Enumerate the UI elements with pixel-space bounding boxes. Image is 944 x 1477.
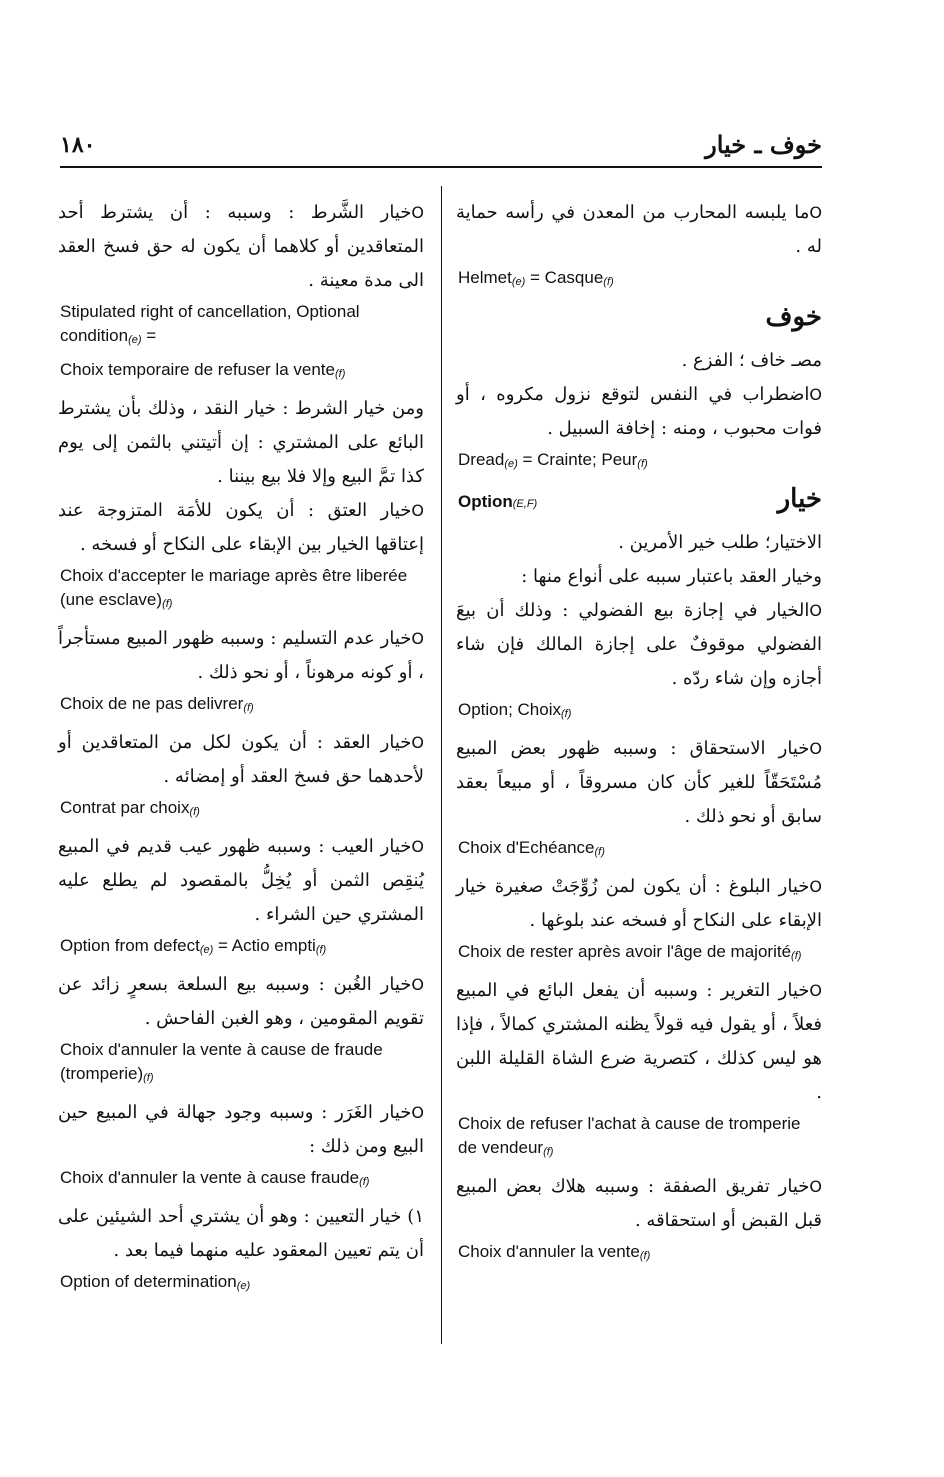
- entry-translation: Choix d'annuler la vente à cause fraude(f): [60, 1168, 370, 1188]
- entry-helmet: [456, 196, 822, 294]
- entry-ghubn: [58, 968, 424, 1090]
- entry-arabic-text: خيار التغرير : وسببه أن يفعل البائع في المبيع فعلاً ، أو يقول فيه قولاً يظنه المشتري كمالاً ، فإذا هو ليس كذلك ، كتصرية ضرع الشاة القليلة اللبن .: [456, 980, 822, 1103]
- entry-taghrir: [456, 974, 822, 1164]
- page-number: ١٨٠: [60, 132, 96, 158]
- bullet-circle-icon: O: [809, 601, 822, 620]
- entry-arabic-text: الخيار في إجازة بيع الفضولي : وذلك أن بيعَ الفضولي موقوفٌ على إجازة المالك فإن شاء أجازه وإن شاء ردّه .: [456, 600, 822, 689]
- entry-arabic-text: خيار الغُبن : وسببه بيع السلعة بسعرٍ زائد عن تقويم المقومين ، وهو الغبن الفاحش .: [58, 974, 424, 1029]
- entry-translation: Choix temporaire de refuser la vente(f): [60, 360, 346, 380]
- bullet-circle-icon: O: [809, 981, 822, 1000]
- entry-translation: Choix d'annuler la vente(f): [458, 1242, 651, 1262]
- bullet-circle-icon: O: [809, 739, 822, 758]
- entry-translation: Option; Choix(f): [458, 700, 572, 720]
- entry-tafriq: [456, 1170, 822, 1268]
- bullet-circle-icon: O: [809, 203, 822, 222]
- entry-shart: [58, 196, 424, 494]
- entry-translation: Choix d'annuler la vente à cause de fraude (tromperie)(f): [60, 1040, 383, 1084]
- right-column: [456, 196, 822, 1274]
- entry-ayb: [58, 830, 424, 962]
- entry-arabic-text: ومن خيار الشرط : خيار النقد ، وذلك بأن يشترط البائع على المشتري : إن أتيتني بالثمن إلى يوم كذا تمَّ البيع وإلا فلا بيع بيننا .: [58, 398, 424, 487]
- bullet-circle-icon: O: [411, 203, 424, 222]
- running-title: خوف ـ خيار: [705, 130, 822, 159]
- bullet-circle-icon: O: [411, 733, 424, 752]
- header-rule: [60, 166, 822, 168]
- entry-arabic-text: خيار الغَرَر : وسببه وجود جهالة في المبيع حين البيع ومن ذلك :: [58, 1102, 424, 1157]
- entry-translation: Stipulated right of cancellation, Optional condition(e) =: [60, 302, 360, 346]
- entry-khawf: [456, 344, 822, 476]
- bullet-circle-icon: O: [411, 501, 424, 520]
- entry-khiyar: [456, 526, 822, 594]
- bullet-circle-icon: O: [809, 385, 822, 404]
- entry-arabic-text: خيار العقد : أن يكون لكل من المتعاقدين أو لأحدهما حق فسخ العقد أو إمضائه .: [58, 732, 424, 787]
- headword-row-khiyar: [456, 482, 822, 526]
- bullet-circle-icon: O: [411, 1103, 424, 1122]
- entry-translation: Choix d'Echéance(f): [458, 838, 605, 858]
- entry-arabic-text: خيار العيب : وسببه ظهور عيب قديم في المبيع يُنقِص الثمن أو يُخِلُّ بالمقصود لم يطلع عليه المشتري حين الشراء .: [58, 836, 424, 925]
- headword-row-khawf: [456, 300, 822, 344]
- entry-tayin: [58, 1200, 424, 1298]
- column-divider: [441, 186, 442, 1344]
- entry-taslim: [58, 622, 424, 720]
- entry-aqd: [58, 726, 424, 824]
- headword: خوف: [765, 302, 822, 332]
- entry-translation: Option of determination(e): [60, 1272, 251, 1292]
- entry-bulugh: [456, 870, 822, 968]
- entry-arabic-text: خيار الشَّرط : وسببه : أن يشترط أحد المتعاقدين أو كلاهما أن يكون له حق فسخ العقد الى مدة معينة .: [58, 202, 424, 291]
- headword: خيار: [777, 484, 822, 514]
- entry-arabic-text: وخيار العقد باعتبار سببه على أنواع منها :: [521, 566, 822, 587]
- entry-arabic-text: ١) خيار التعيين : وهو أن يشتري أحد الشيئين على أن يتم تعيين المعقود عليه منهما فيما بعد .: [58, 1206, 424, 1261]
- entry-arabic-text: ما يلبسه المحارب من المعدن في رأسه حماية له .: [456, 202, 822, 257]
- entry-arabic-text: خيار العتق : أن يكون للأمَة المتزوجة عند إعتاقها الخيار بين الإبقاء على النكاح أو فسخه .: [58, 500, 424, 555]
- bullet-circle-icon: O: [411, 975, 424, 994]
- bullet-circle-icon: O: [411, 629, 424, 648]
- left-column: [58, 196, 424, 1304]
- entry-translation: Option from defect(e) = Actio empti(f): [60, 936, 327, 956]
- headword-translation: Option(E,F): [458, 492, 538, 511]
- page-header: [60, 126, 822, 170]
- entry-arabic-text: اضطراب في النفس لتوقع نزول مكروه ، أو فوات محبوب ، ومنه : إخافة السبيل .: [456, 384, 822, 439]
- bullet-circle-icon: O: [411, 837, 424, 856]
- entry-translation: Choix de ne pas delivrer(f): [60, 694, 254, 714]
- entry-arabic-text: خيار البلوغ : أن يكون لمن زُوِّجَتْ صغيرة خيار الإبقاء على النكاح أو فسخه عند بلوغها .: [456, 876, 822, 931]
- entry-translation: Choix de rester après avoir l'âge de majorité(f): [458, 942, 802, 962]
- entry-gharar: [58, 1096, 424, 1194]
- entry-fuduli: [456, 594, 822, 726]
- entry-arabic-text: خيار عدم التسليم : وسببه ظهور المبيع مستأجراً ، أو كونه مرهوناً ، أو نحو ذلك .: [58, 628, 424, 683]
- entry-itq: [58, 494, 424, 616]
- entry-arabic-text: الاختيار؛ طلب خير الأمرين .: [618, 532, 822, 553]
- entry-arabic-text: خيار تفريق الصفقة : وسببه هلاك بعض المبيع قبل القبض أو استحقاقه .: [456, 1176, 822, 1231]
- entry-arabic-text: مصـ خاف ؛ الفزع .: [681, 350, 822, 371]
- entry-translation: Choix d'accepter le mariage après être liberée (une esclave)(f): [60, 566, 408, 610]
- entry-translation: Dread(e) = Crainte; Peur(f): [458, 450, 648, 470]
- entry-translation: Helmet(e) = Casque(f): [458, 268, 614, 288]
- entry-arabic-text: خيار الاستحقاق : وسببه ظهور بعض المبيع مُسْتَحَقّاً للغير كأن كان مسروقاً ، أو مبيعاً بعقد سابق أو نحو ذلك .: [456, 738, 822, 827]
- bullet-circle-icon: O: [809, 1177, 822, 1196]
- bullet-circle-icon: O: [809, 877, 822, 896]
- entry-translation: Contrat par choix(f): [60, 798, 200, 818]
- entry-istihqaq: [456, 732, 822, 864]
- entry-translation: Choix de refuser l'achat à cause de tromperie de vendeur(f): [458, 1114, 801, 1158]
